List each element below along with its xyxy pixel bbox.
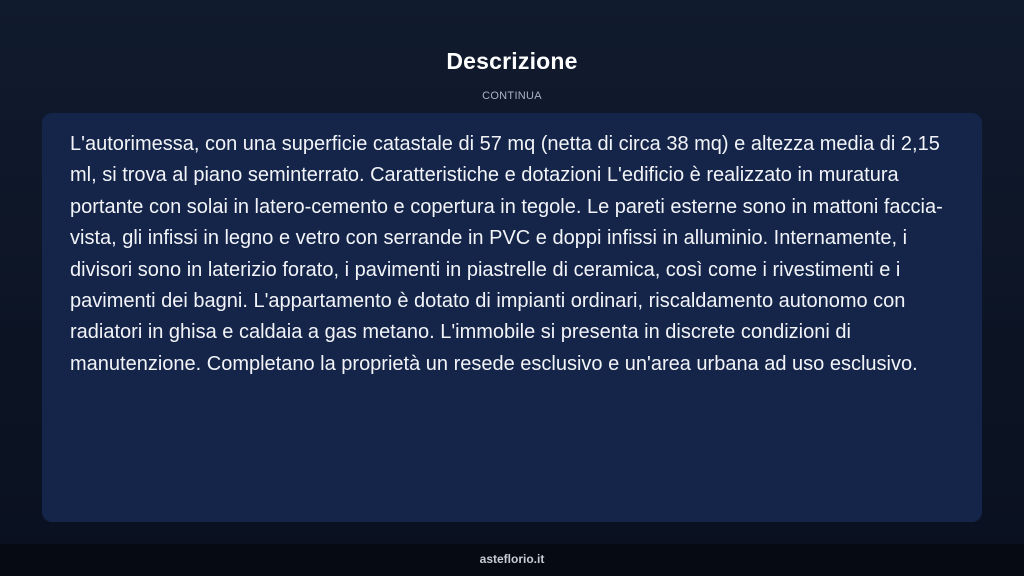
description-card: [42, 113, 982, 522]
description-text: L'autorimessa, con una superficie catastale di 57 mq (netta di circa 38 mq) e altezza media di 2,15 ml, si trova al piano seminterrato. Caratteristiche e dotazioni L'edificio è realizzato in muratura portante con solai in latero-cemento e copertura in tegole. Le pareti esterne sono in mattoni faccia-vista, gli infissi in legno e vetro con serrande in PVC e doppi infissi in alluminio. Internamente, i divisori sono in laterizio forato, i pavimenti in piastrelle di ceramica, così come i rivestimenti e i pavimenti dei bagni. L'appartamento è dotato di impianti ordinari, riscaldamento autonomo con radiatori in ghisa e caldaia a gas metano. L'immobile si presenta in discrete condizioni di manutenzione. Completano la proprietà un resede esclusivo e un'area urbana ad uso esclusivo.: [70, 133, 943, 375]
footer-site-link[interactable]: asteflorio.it: [479, 552, 545, 566]
page-title: Descrizione: [446, 48, 578, 74]
continue-label: CONTINUA: [482, 90, 542, 102]
footer-bar: [0, 544, 1024, 576]
